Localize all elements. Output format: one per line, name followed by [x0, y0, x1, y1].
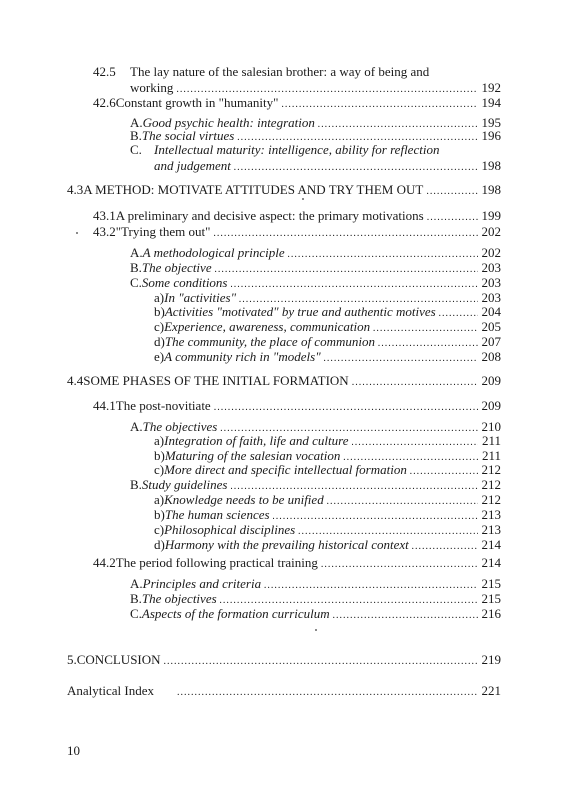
toc-entry-c [130, 142, 439, 158]
chapter-number: 5. [67, 652, 77, 667]
entry-page: 196 [481, 128, 501, 143]
entry-title: Analytical Index [67, 683, 154, 698]
entry-title: The human sciences [164, 507, 270, 522]
leader-dots [214, 400, 478, 416]
leader-dots [426, 184, 478, 200]
entry-page: 215 [481, 591, 501, 606]
entry-letter: C. [130, 142, 142, 157]
entry-letter: B. [130, 128, 142, 143]
leader-dots [281, 97, 478, 113]
section-number: 4.3 [67, 182, 84, 197]
toc-entry-44-1 [93, 398, 501, 416]
entry-page: 199 [481, 208, 501, 223]
entry-letter: A. [130, 115, 143, 130]
entry-title: Constant growth in "humanity" [115, 95, 279, 110]
entry-page: 213 [481, 507, 501, 522]
entry-number: 43.1 [93, 208, 116, 223]
leader-dots [177, 685, 478, 701]
entry-title: Intellectual maturity: intelligence, ability for reflection [154, 142, 440, 157]
entry-letter: c) [154, 462, 165, 477]
entry-page: 207 [481, 334, 501, 349]
entry-title: Experience, awareness, communication [164, 319, 371, 334]
entry-title: The objectives [142, 419, 218, 434]
entry-title: The period following practical training [115, 555, 318, 570]
entry-title: A community rich in "models" [164, 349, 321, 364]
scan-speck [315, 629, 317, 631]
leader-dots [352, 375, 478, 391]
entry-title: The community, the place of communion [164, 334, 375, 349]
entry-title: Activities "motivated" by true and authentic motives [164, 304, 436, 319]
entry-title: A methodological principle [142, 245, 285, 260]
entry-page: 202 [481, 224, 501, 239]
entry-page: 212 [481, 492, 501, 507]
entry-title: "Trying them out" [115, 224, 211, 239]
scan-speck [302, 198, 304, 200]
entry-title: Some conditions [141, 275, 228, 290]
entry-letter: B. [130, 477, 142, 492]
leader-dots [321, 557, 478, 573]
entry-title: A preliminary and decisive aspect: the primary motivations [115, 208, 424, 223]
toc-section-4-3 [67, 182, 501, 200]
entry-letter: a) [154, 290, 165, 305]
entry-number: 42.6 [93, 95, 116, 110]
entry-page: 215 [481, 576, 501, 591]
entry-letter: b) [154, 507, 165, 522]
toc-subentry [154, 349, 501, 367]
entry-title: The objectives [141, 591, 217, 606]
entry-title: Maturing of the salesian vocation [164, 448, 341, 463]
entry-title: Good psychic health: integration [142, 115, 315, 130]
entry-title-cont: working [130, 80, 174, 95]
entry-title: Philosophical disciplines [164, 522, 296, 537]
leader-dots [412, 539, 478, 555]
entry-title: In "activities" [164, 290, 237, 305]
leader-dots [324, 351, 478, 367]
leader-dots [164, 654, 478, 670]
toc-subentry [154, 537, 501, 555]
entry-title: Study guidelines [141, 477, 228, 492]
entry-letter: d) [154, 334, 165, 349]
entry-page: 198 [481, 158, 501, 173]
entry-title: More direct and specific intellectual formation [164, 462, 407, 477]
entry-page: 198 [481, 182, 501, 197]
entry-page: 203 [481, 290, 501, 305]
toc-section-4-4 [67, 373, 501, 391]
entry-letter: C. [130, 275, 142, 290]
section-number: 4.4 [67, 373, 84, 388]
entry-letter: C. [130, 606, 142, 621]
entry-letter: A. [130, 576, 143, 591]
entry-page: 212 [481, 462, 501, 477]
entry-title: Principles and criteria [142, 576, 262, 591]
entry-title: The post-novitiate [115, 398, 211, 413]
entry-page: 219 [481, 652, 501, 667]
entry-letter: c) [154, 319, 165, 334]
section-title: A METHOD: MOTIVATE ATTITUDES AND TRY THEM OUT [83, 182, 424, 197]
entry-page: 204 [481, 304, 501, 319]
section-title: SOME PHASES OF THE INITIAL FORMATION [83, 373, 349, 388]
entry-page: 214 [481, 555, 501, 570]
entry-title-cont: and judgement [154, 158, 231, 173]
toc-entry-42-6 [93, 95, 501, 113]
entry-page: 208 [481, 349, 501, 364]
entry-letter: A. [130, 419, 143, 434]
entry-letter: b) [154, 304, 165, 319]
toc-entry-42-5 [93, 64, 429, 80]
entry-number: 44.2 [93, 555, 116, 570]
entry-page: 211 [481, 433, 501, 448]
entry-page: 216 [481, 606, 501, 621]
entry-letter: B. [130, 591, 142, 606]
chapter-title: CONCLUSION [76, 652, 161, 667]
entry-letter: d) [154, 537, 165, 552]
entry-page: 210 [481, 419, 501, 434]
entry-title: Aspects of the formation curriculum [141, 606, 330, 621]
toc-analytical-index [67, 683, 501, 701]
entry-title: The social virtues [141, 128, 235, 143]
entry-page: 192 [481, 80, 501, 95]
toc-entry-c-cont [154, 158, 501, 176]
entry-title: The objective [141, 260, 212, 275]
entry-title: The lay nature of the salesian brother: a way of being and [130, 64, 430, 79]
entry-number: 43.2 [93, 224, 116, 239]
entry-page: 203 [481, 275, 501, 290]
entry-letter: b) [154, 448, 165, 463]
entry-page: 209 [481, 398, 501, 413]
toc-entry-c [130, 606, 501, 624]
scan-speck [76, 232, 78, 234]
entry-letter: c) [154, 522, 165, 537]
entry-number: 44.1 [93, 398, 116, 413]
entry-title: Integration of faith, life and culture [164, 433, 349, 448]
entry-page: 213 [481, 522, 501, 537]
page-number: 10 [67, 743, 80, 758]
entry-page: 203 [481, 260, 501, 275]
entry-letter: a) [154, 492, 165, 507]
entry-page: 202 [481, 245, 501, 260]
toc-chapter-5 [67, 652, 501, 670]
entry-letter: a) [154, 433, 165, 448]
entry-title: Harmony with the prevailing historical context [164, 537, 409, 552]
entry-page: 214 [481, 537, 501, 552]
entry-page: 194 [481, 95, 501, 110]
leader-dots [234, 160, 478, 176]
entry-letter: B. [130, 260, 142, 275]
entry-page: 211 [481, 448, 501, 463]
entry-page: 209 [481, 373, 501, 388]
entry-title: Knowledge needs to be unified [164, 492, 324, 507]
entry-page: 221 [481, 683, 501, 698]
entry-page: 205 [481, 319, 501, 334]
entry-letter: e) [154, 349, 165, 364]
entry-page: 212 [481, 477, 501, 492]
entry-page: 195 [481, 115, 501, 130]
entry-number: 42.5 [93, 64, 116, 79]
toc-entry-43-2 [93, 224, 501, 242]
leader-dots [213, 226, 478, 242]
entry-letter: A. [130, 245, 143, 260]
leader-dots [333, 608, 478, 624]
toc-entry-44-2 [93, 555, 501, 573]
